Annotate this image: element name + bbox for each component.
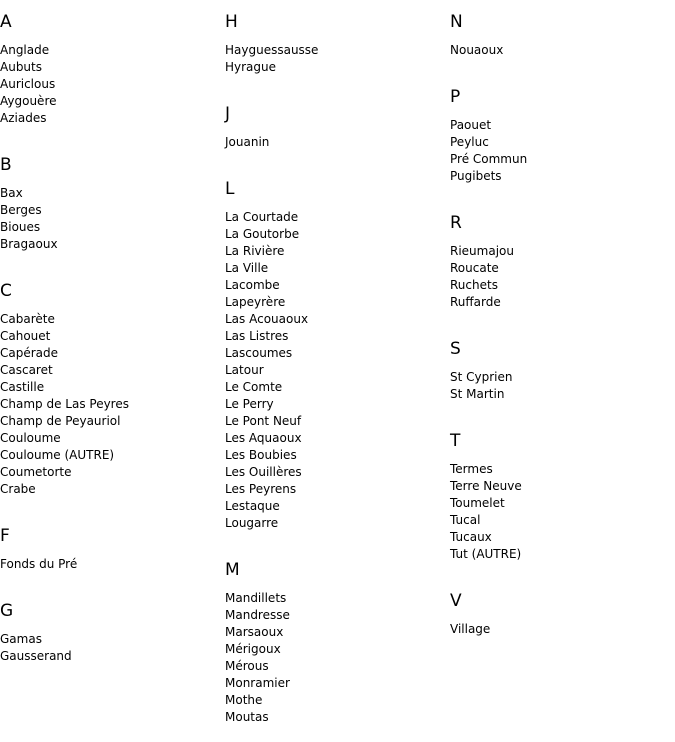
letter-group-r (450, 201, 670, 311)
letter-heading: R (450, 213, 462, 233)
letter-heading: S (450, 339, 461, 359)
place-name: Paouet (450, 118, 492, 132)
place-list (0, 556, 220, 573)
letter-heading: J (225, 104, 231, 124)
place-name: Gausserand (0, 649, 72, 663)
place-name: Aziades (0, 111, 47, 125)
place-name: Tut (AUTRE) (450, 547, 522, 561)
place-name: Ruffarde (450, 295, 501, 309)
letter-group-l (225, 167, 445, 532)
place-name: Gamas (0, 632, 42, 646)
letter-group-t (450, 419, 670, 563)
place-name: Hayguessausse (225, 43, 319, 57)
place-name: Castille (0, 380, 45, 394)
place-name: Mérous (225, 659, 269, 673)
place-list (0, 185, 220, 253)
place-name: La Rivière (225, 244, 285, 258)
letter-heading: B (0, 155, 12, 175)
place-name: Rieumajou (450, 244, 514, 258)
place-name: Les Boubies (225, 448, 297, 462)
letter-group-v (450, 579, 670, 638)
place-name: Cahouet (0, 329, 51, 343)
place-name: St Martin (450, 387, 505, 401)
place-name: Monramier (225, 676, 290, 690)
place-name: Bragaoux (0, 237, 58, 251)
place-name: Coumetorte (0, 465, 72, 479)
place-name: Roucate (450, 261, 499, 275)
place-name: Le Pont Neuf (225, 414, 302, 428)
place-name: Village (450, 622, 491, 636)
place-list (0, 311, 220, 498)
place-name: Le Comte (225, 380, 283, 394)
place-name: Bioues (0, 220, 41, 234)
place-name: Lougarre (225, 516, 279, 530)
place-name: Tucaux (450, 530, 492, 544)
place-name: Moutas (225, 710, 269, 724)
place-name: Pugibets (450, 169, 502, 183)
letter-group-h (225, 0, 445, 76)
place-name: Toumelet (450, 496, 505, 510)
place-list (450, 621, 670, 638)
letter-heading: G (0, 601, 14, 621)
place-name: Aygouère (0, 94, 57, 108)
place-list (450, 42, 670, 59)
place-name: Lestaque (225, 499, 280, 513)
place-name: Le Perry (225, 397, 274, 411)
place-name: Nouaoux (450, 43, 504, 57)
place-name: Terre Neuve (450, 479, 522, 493)
place-name: Mandillets (225, 591, 287, 605)
index-column-3 (450, 0, 670, 654)
letter-heading: H (225, 12, 238, 32)
place-name: Les Ouillères (225, 465, 302, 479)
place-name: Las Acouaoux (225, 312, 309, 326)
place-name: Les Peyrens (225, 482, 297, 496)
index-column-2 (225, 0, 445, 742)
place-list (450, 243, 670, 311)
place-list (225, 42, 445, 76)
place-list (0, 631, 220, 665)
place-name: Aubuts (0, 60, 42, 74)
place-name: Tucal (450, 513, 481, 527)
place-list (450, 117, 670, 185)
place-name: Fonds du Pré (0, 557, 78, 571)
place-list (225, 590, 445, 726)
place-name: Auriclous (0, 77, 56, 91)
place-name: Crabe (0, 482, 36, 496)
place-name: Pré Commun (450, 152, 528, 166)
letter-heading: P (450, 87, 461, 107)
letter-heading: T (450, 431, 461, 451)
place-name: La Ville (225, 261, 269, 275)
letter-group-n (450, 0, 670, 59)
place-list (225, 209, 445, 532)
letter-heading: F (0, 526, 10, 546)
place-list (450, 461, 670, 563)
place-name: Berges (0, 203, 42, 217)
letter-heading: N (450, 12, 463, 32)
place-name: Mothe (225, 693, 263, 707)
letter-group-f (0, 514, 220, 573)
letter-group-p (450, 75, 670, 185)
place-name: Jouanin (225, 135, 270, 149)
place-name: La Goutorbe (225, 227, 300, 241)
place-name: Capérade (0, 346, 59, 360)
place-name: Champ de Las Peyres (0, 397, 129, 411)
place-name: Latour (225, 363, 264, 377)
place-name: Lascoumes (225, 346, 293, 360)
place-name: Les Aquaoux (225, 431, 302, 445)
place-name: Cabarète (0, 312, 55, 326)
place-name: La Courtade (225, 210, 299, 224)
place-name: Cascaret (0, 363, 53, 377)
place-list (225, 134, 445, 151)
letter-heading: C (0, 281, 12, 301)
letter-heading: M (225, 560, 240, 580)
place-name: Anglade (0, 43, 50, 57)
place-name: Mérigoux (225, 642, 281, 656)
index-column-1 (0, 0, 220, 681)
place-name: Couloume (0, 431, 61, 445)
letter-group-a (0, 0, 220, 127)
place-name: Champ de Peyauriol (0, 414, 121, 428)
letter-group-m (225, 548, 445, 726)
letter-heading: V (450, 591, 462, 611)
place-list (0, 42, 220, 127)
place-list (450, 369, 670, 403)
place-name: Bax (0, 186, 23, 200)
place-name: Peyluc (450, 135, 489, 149)
place-name: Lapeyrère (225, 295, 286, 309)
place-name: Termes (450, 462, 493, 476)
place-name: Hyrague (225, 60, 277, 74)
place-name: Mandresse (225, 608, 290, 622)
letter-group-c (0, 269, 220, 498)
letter-heading: L (225, 179, 235, 199)
letter-group-s (450, 327, 670, 403)
place-name: Couloume (AUTRE) (0, 448, 115, 462)
letter-heading: A (0, 12, 12, 32)
place-name: Marsaoux (225, 625, 284, 639)
place-name: St Cyprien (450, 370, 513, 384)
letter-group-g (0, 589, 220, 665)
place-name: Lacombe (225, 278, 280, 292)
letter-group-j (225, 92, 445, 151)
place-name: Ruchets (450, 278, 498, 292)
letter-group-b (0, 143, 220, 253)
place-name: Las Listres (225, 329, 289, 343)
